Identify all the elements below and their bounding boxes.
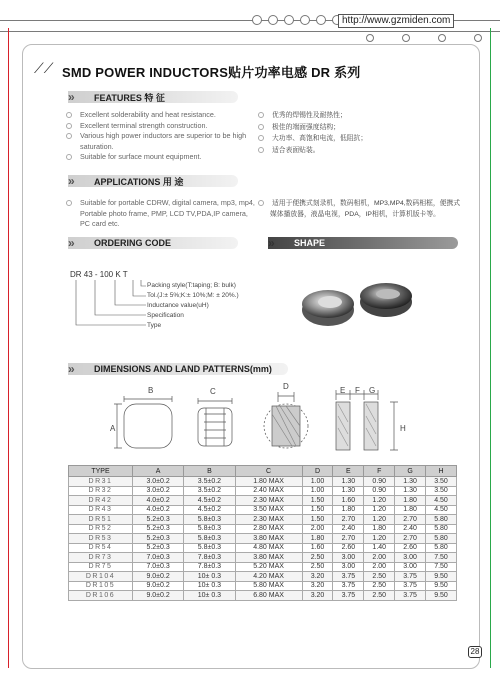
table-cell: 2.50: [364, 572, 395, 582]
dim-label-a: A: [110, 424, 116, 433]
applications-cn: 适用于便携式刻录机，数码相机，MP3,MP4,数码相框，便携式媒体播放器，液晶电视，PDA，IP相机，计算机版卡等。: [258, 198, 463, 220]
inductor-right: [360, 283, 412, 317]
ordering-label-tolerance: Tol.(J:± 5%;K:± 10%;M: ± 20%.): [147, 292, 239, 299]
table-cell: 1.30: [333, 486, 364, 496]
table-cell: 5.8±0.3: [184, 543, 235, 553]
top-rule-lower: [0, 31, 500, 32]
table-cell: DR53: [69, 534, 133, 544]
ordering-label-specification: Specification: [147, 312, 184, 319]
bullet-icon: [258, 135, 264, 141]
table-cell: 3.00: [395, 562, 426, 572]
col-header: F: [364, 466, 395, 477]
table-cell: 10± 0.3: [184, 581, 235, 591]
table-cell: 3.00: [333, 553, 364, 563]
table-cell: 1.50: [302, 496, 333, 506]
feature-item: Various high power inductors are superior to be high saturation.: [66, 131, 256, 152]
table-cell: 3.75: [395, 581, 426, 591]
dim-label-g: G: [369, 386, 376, 395]
table-cell: 1.50: [302, 505, 333, 515]
col-header: B: [184, 466, 235, 477]
table-cell: 3.20: [302, 591, 333, 601]
table-cell: 1.20: [364, 496, 395, 506]
double-chevron-icon: »: [68, 174, 75, 188]
table-cell: 2.70: [333, 534, 364, 544]
feature-item: Suitable for surface mount equipment.: [66, 152, 256, 163]
table-cell: 9.0±0.2: [132, 581, 183, 591]
ordering-label-inductance: Inductance value(uH): [147, 302, 209, 309]
table-cell: 5.80: [426, 515, 457, 525]
page-number: 28: [468, 646, 482, 658]
table-row: [69, 505, 457, 515]
table-cell: DR75: [69, 562, 133, 572]
table-cell: 1.20: [364, 505, 395, 515]
bullet-icon: [66, 133, 72, 139]
table-row: [69, 515, 457, 525]
table-cell: 3.20: [302, 572, 333, 582]
feature-item: Excellent solderability and heat resistance.: [66, 110, 256, 121]
table-cell: DR42: [69, 496, 133, 506]
table-cell: 1.40: [364, 543, 395, 553]
table-cell: 1.00: [302, 477, 333, 487]
table-cell: 1.20: [364, 515, 395, 525]
table-cell: 9.0±0.2: [132, 572, 183, 582]
col-header: H: [426, 466, 457, 477]
table-cell: 3.0±0.2: [132, 477, 183, 487]
feature-item-cn: 适合表面贴装。: [258, 145, 458, 157]
table-cell: 10± 0.3: [184, 591, 235, 601]
header-dots: [252, 15, 342, 25]
applications-section-header: » APPLICATIONS 用 途: [68, 174, 238, 188]
table-cell: 5.2±0.3: [132, 534, 183, 544]
table-cell: 2.30 MAX: [235, 515, 302, 525]
features-cn-list: [258, 110, 458, 156]
table-cell: 1.80: [395, 496, 426, 506]
table-cell: 7.50: [426, 553, 457, 563]
table-body: [69, 477, 457, 601]
ordering-section-header: » ORDERING CODE: [68, 236, 238, 250]
col-header: C: [235, 466, 302, 477]
table-cell: 1.30: [333, 477, 364, 487]
table-cell: 2.40 MAX: [235, 486, 302, 496]
table-cell: 3.5±0.2: [184, 486, 235, 496]
bullet-icon: [258, 124, 264, 130]
bullet-icon: [66, 123, 72, 129]
website-url[interactable]: http://www.gzmiden.com: [338, 14, 454, 28]
table-cell: 1.50: [302, 515, 333, 525]
table-cell: DR43: [69, 505, 133, 515]
table-cell: 2.00: [364, 562, 395, 572]
applications-en: Suitable for portable CDRW, digital camera, mp3, mp4, Portable photo frame, PMP, LCD TV,PDA,IP camera, PC card etc.: [66, 198, 256, 230]
feature-item-cn: 大功率、高饱和电流，低阻抗；: [258, 133, 458, 145]
table-row: [69, 477, 457, 487]
table-cell: 1.80: [302, 534, 333, 544]
double-chevron-icon: »: [68, 362, 75, 376]
col-header: D: [302, 466, 333, 477]
ordering-label-type: Type: [147, 322, 162, 329]
bullet-icon: [66, 112, 72, 118]
table-cell: 3.00: [395, 553, 426, 563]
table-cell: 3.0±0.2: [132, 486, 183, 496]
table-cell: 2.50: [364, 591, 395, 601]
dim-label-b: B: [148, 386, 154, 395]
table-cell: 2.70: [395, 534, 426, 544]
dim-label-e: E: [340, 386, 346, 395]
table-cell: 5.80 MAX: [235, 581, 302, 591]
table-cell: 7.0±0.3: [132, 553, 183, 563]
table-cell: DR73: [69, 553, 133, 563]
left-frame-line: [8, 28, 9, 668]
table-cell: 1.80: [333, 505, 364, 515]
page-title: SMD POWER INDUCTORS贴片功率电感 DR 系列: [62, 65, 361, 80]
table-cell: 3.80 MAX: [235, 534, 302, 544]
table-cell: 4.5±0.2: [184, 496, 235, 506]
table-cell: 5.80: [426, 524, 457, 534]
shape-section-header: » SHAPE: [268, 236, 458, 250]
table-cell: 2.30 MAX: [235, 496, 302, 506]
table-cell: 5.80: [426, 543, 457, 553]
table-cell: 2.50: [364, 581, 395, 591]
bullet-icon: [66, 200, 72, 206]
pen-icon: ⟋⟋: [34, 60, 54, 76]
table-cell: 7.8±0.3: [184, 553, 235, 563]
table-cell: 4.50: [426, 496, 457, 506]
table-cell: 4.80 MAX: [235, 543, 302, 553]
features-en-list: [66, 110, 256, 163]
table-cell: 1.60: [333, 496, 364, 506]
dim-label-d: D: [283, 382, 289, 391]
col-header: A: [132, 466, 183, 477]
feature-item: Excellent terminal strength construction.: [66, 121, 256, 132]
table-cell: 2.70: [395, 515, 426, 525]
dim-label-h: H: [400, 424, 406, 433]
col-header: E: [333, 466, 364, 477]
table-cell: DR31: [69, 477, 133, 487]
col-header: G: [395, 466, 426, 477]
table-row: [69, 591, 457, 601]
features-section-header: » FEATURES 特 征: [68, 90, 238, 104]
table-row: [69, 543, 457, 553]
inductor-left: [302, 290, 354, 326]
bullet-icon: [66, 154, 72, 160]
ordering-label-packing: Packing style(T:taping; B: bulk): [147, 282, 236, 289]
table-cell: 2.70: [333, 515, 364, 525]
table-row: [69, 553, 457, 563]
table-cell: 5.2±0.3: [132, 543, 183, 553]
dimensions-section-header: » DIMENSIONS AND LAND PATTERNS(mm): [68, 362, 288, 376]
table-row: [69, 572, 457, 582]
table-cell: 2.00: [302, 524, 333, 534]
table-cell: DR52: [69, 524, 133, 534]
table-cell: 0.90: [364, 477, 395, 487]
table-cell: 4.20 MAX: [235, 572, 302, 582]
table-cell: 2.60: [395, 543, 426, 553]
right-frame-line: [490, 28, 491, 668]
bullet-icon: [258, 200, 264, 206]
table-cell: 5.8±0.3: [184, 534, 235, 544]
double-chevron-icon: »: [268, 236, 275, 250]
table-cell: 9.50: [426, 591, 457, 601]
table-cell: 3.00: [333, 562, 364, 572]
table-cell: 2.00: [364, 553, 395, 563]
table-row: [69, 562, 457, 572]
table-cell: 5.20 MAX: [235, 562, 302, 572]
table-cell: 1.00: [302, 486, 333, 496]
table-cell: 5.80: [426, 534, 457, 544]
bullet-icon: [258, 147, 264, 153]
table-cell: 3.75: [395, 572, 426, 582]
table-row: [69, 581, 457, 591]
table-row: [69, 496, 457, 506]
table-cell: 1.80: [395, 505, 426, 515]
table-cell: DR51: [69, 515, 133, 525]
table-cell: 1.30: [395, 486, 426, 496]
table-cell: 1.30: [395, 477, 426, 487]
table-cell: 10± 0.3: [184, 572, 235, 582]
table-cell: 5.2±0.3: [132, 524, 183, 534]
table-cell: 1.20: [364, 534, 395, 544]
table-cell: 1.60: [302, 543, 333, 553]
table-cell: 0.90: [364, 486, 395, 496]
table-row: [69, 524, 457, 534]
inductor-photo: [300, 268, 420, 338]
table-cell: 4.0±0.2: [132, 505, 183, 515]
table-cell: 2.80 MAX: [235, 524, 302, 534]
feature-item-cn: 极佳的端面强度结构；: [258, 122, 458, 134]
table-cell: DR32: [69, 486, 133, 496]
header-dots-lower: [366, 34, 482, 42]
table-cell: 2.50: [302, 562, 333, 572]
table-cell: 3.75: [395, 591, 426, 601]
dimensions-table: [68, 465, 457, 601]
table-cell: 3.75: [333, 591, 364, 601]
table-cell: 6.80 MAX: [235, 591, 302, 601]
table-cell: 3.20: [302, 581, 333, 591]
table-cell: 5.2±0.3: [132, 515, 183, 525]
table-row: [69, 486, 457, 496]
feature-item-cn: 优秀的焊锡性及耐热性；: [258, 110, 458, 122]
table-cell: 7.50: [426, 562, 457, 572]
bullet-icon: [258, 112, 264, 118]
table-header-row: [69, 466, 457, 477]
table-cell: 4.5±0.2: [184, 505, 235, 515]
table-cell: 3.50 MAX: [235, 505, 302, 515]
double-chevron-icon: »: [68, 90, 75, 104]
table-cell: 4.50: [426, 505, 457, 515]
col-header: TYPE: [69, 466, 133, 477]
dim-label-c: C: [210, 387, 216, 396]
dimension-drawings: [100, 382, 470, 462]
table-cell: 3.50: [426, 486, 457, 496]
table-cell: 1.80: [364, 524, 395, 534]
table-cell: 3.5±0.2: [184, 477, 235, 487]
table-cell: 2.60: [333, 543, 364, 553]
table-cell: 9.0±0.2: [132, 591, 183, 601]
table-cell: 2.40: [395, 524, 426, 534]
table-cell: 3.75: [333, 572, 364, 582]
table-cell: 7.8±0.3: [184, 562, 235, 572]
dim-label-f: F: [355, 386, 360, 395]
table-cell: 7.0±0.3: [132, 562, 183, 572]
table-cell: 5.8±0.3: [184, 524, 235, 534]
table-cell: DR54: [69, 543, 133, 553]
table-cell: 4.0±0.2: [132, 496, 183, 506]
table-cell: 3.80 MAX: [235, 553, 302, 563]
table-cell: 3.50: [426, 477, 457, 487]
table-cell: 2.50: [302, 553, 333, 563]
table-cell: 5.8±0.3: [184, 515, 235, 525]
table-cell: DR104: [69, 572, 133, 582]
table-cell: 2.40: [333, 524, 364, 534]
table-cell: 1.80 MAX: [235, 477, 302, 487]
table-cell: DR106: [69, 591, 133, 601]
table-cell: 3.75: [333, 581, 364, 591]
double-chevron-icon: »: [68, 236, 75, 250]
table-row: [69, 534, 457, 544]
table-cell: 9.50: [426, 581, 457, 591]
table-cell: 9.50: [426, 572, 457, 582]
ordering-code: DR 43 - 100 K T: [70, 270, 128, 279]
table-cell: DR105: [69, 581, 133, 591]
